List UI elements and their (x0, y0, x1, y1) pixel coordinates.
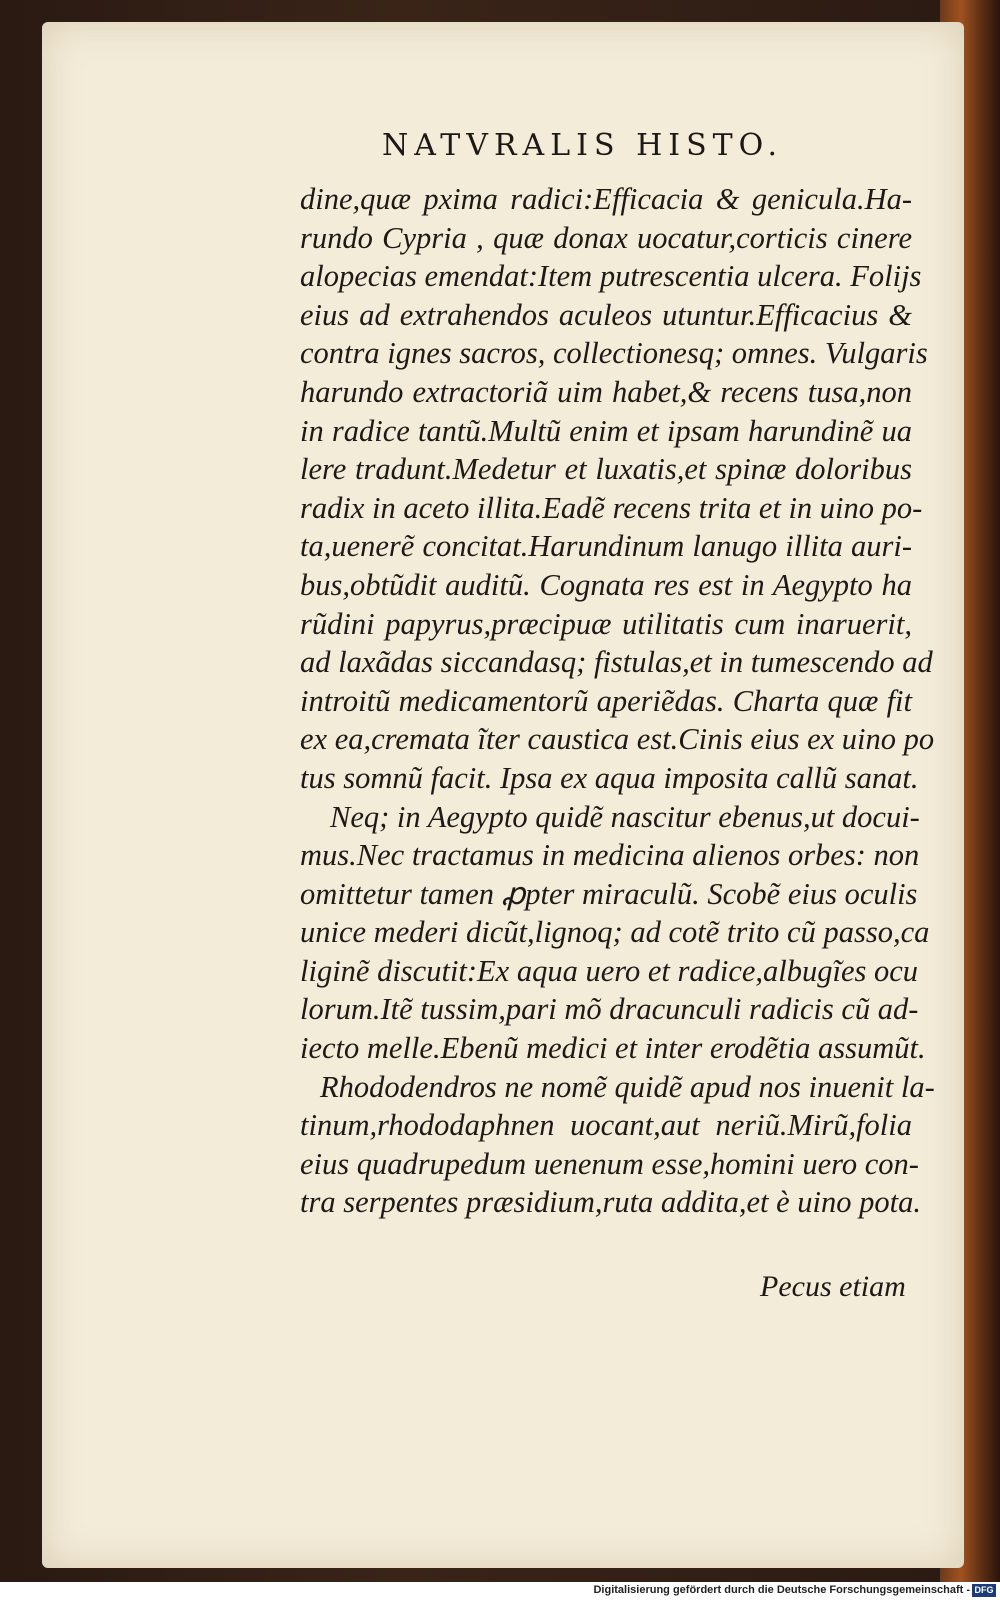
digitization-credit: Digitalisierung gefördert durch die Deutsche Forschungsgemeinschaft - (593, 1584, 970, 1596)
text-line: radix in aceto illita.Eadẽ recens trita et in uino po- (300, 490, 923, 525)
text-line: omittetur tamen ꝓpter miraculũ. Scobẽ eius oculis (300, 876, 918, 911)
text-line: lere tradunt.Medetur et luxatis,et spinæ doloribus (300, 452, 912, 487)
text-line: tus somnũ facit. Ipsa ex aqua imposita callũ sanat. (300, 760, 919, 795)
running-head: NATVRALIS HISTO. (382, 128, 784, 163)
text-line: contra ignes sacros, collectionesq; omnes. Vulgaris (300, 336, 928, 371)
dfg-logo: DFG (972, 1584, 996, 1597)
text-line: Rhododendros ne nomẽ quidẽ apud nos inuenit la- (320, 1069, 935, 1104)
text-block (300, 180, 935, 1222)
text-line: alopecias emendat:Item putrescentia ulcera. Folijs (300, 259, 922, 294)
text-line: eius quadrupedum uenenum esse,homini uero con- (300, 1146, 919, 1181)
text-line: rũdini papyrus,præcipuæ utilitatis cum inaruerit, (300, 606, 912, 641)
text-line: rundo Cypria , quæ donax uocatur,corticis cinere (300, 220, 912, 255)
text-line: dine,quæ pxima radici:Efficacia & genicula.Ha- (300, 182, 912, 216)
text-line: unice mederi dicũt,lignoq; ad cotẽ trito cũ passo,ca (300, 915, 930, 950)
text-line: bus,obtũdit auditũ. Cognata res est in Aegypto ha (300, 567, 912, 602)
text-line: harundo extractoriã uim habet,& recens tusa,non (300, 374, 912, 409)
text-line: tra serpentes præsidium,ruta addita,et è uino pota. (300, 1185, 922, 1220)
text-line: eius ad extrahendos aculeos utuntur.Efficacius & (300, 297, 912, 332)
text-line: iecto melle.Ebenũ medici et inter erodẽtia assumũt. (300, 1031, 926, 1066)
text-line: liginẽ discutit:Ex aqua uero et radice,albugĩes ocu (300, 953, 919, 988)
text-line: mus.Nec tractamus in medicina alienos orbes: non (300, 838, 920, 873)
catchword: Pecus etiam (760, 1270, 906, 1303)
text-line: introitũ medicamentorũ aperiẽdas. Charta quæ fit (300, 683, 912, 718)
text-line: tinum,rhododaphnen uocant,aut neriũ.Mirũ,folia (300, 1108, 912, 1143)
text-line: in radice tantũ.Multũ enim et ipsam harundinẽ ua (300, 413, 912, 448)
text-line: Neq; in Aegypto quidẽ nascitur ebenus,ut docui- (330, 799, 920, 834)
text-line: lorum.Itẽ tussim,pari mõ dracunculi radicis cũ ad- (300, 992, 919, 1027)
text-line: ta,uenerẽ concitat.Harundinum lanugo illita auri- (300, 529, 912, 564)
text-line: ad laxãdas siccandasq; fistulas,et in tumescendo ad (300, 645, 933, 680)
text-line: ex ea,cremata ĩter caustica est.Cinis eius ex uino po (300, 722, 935, 757)
